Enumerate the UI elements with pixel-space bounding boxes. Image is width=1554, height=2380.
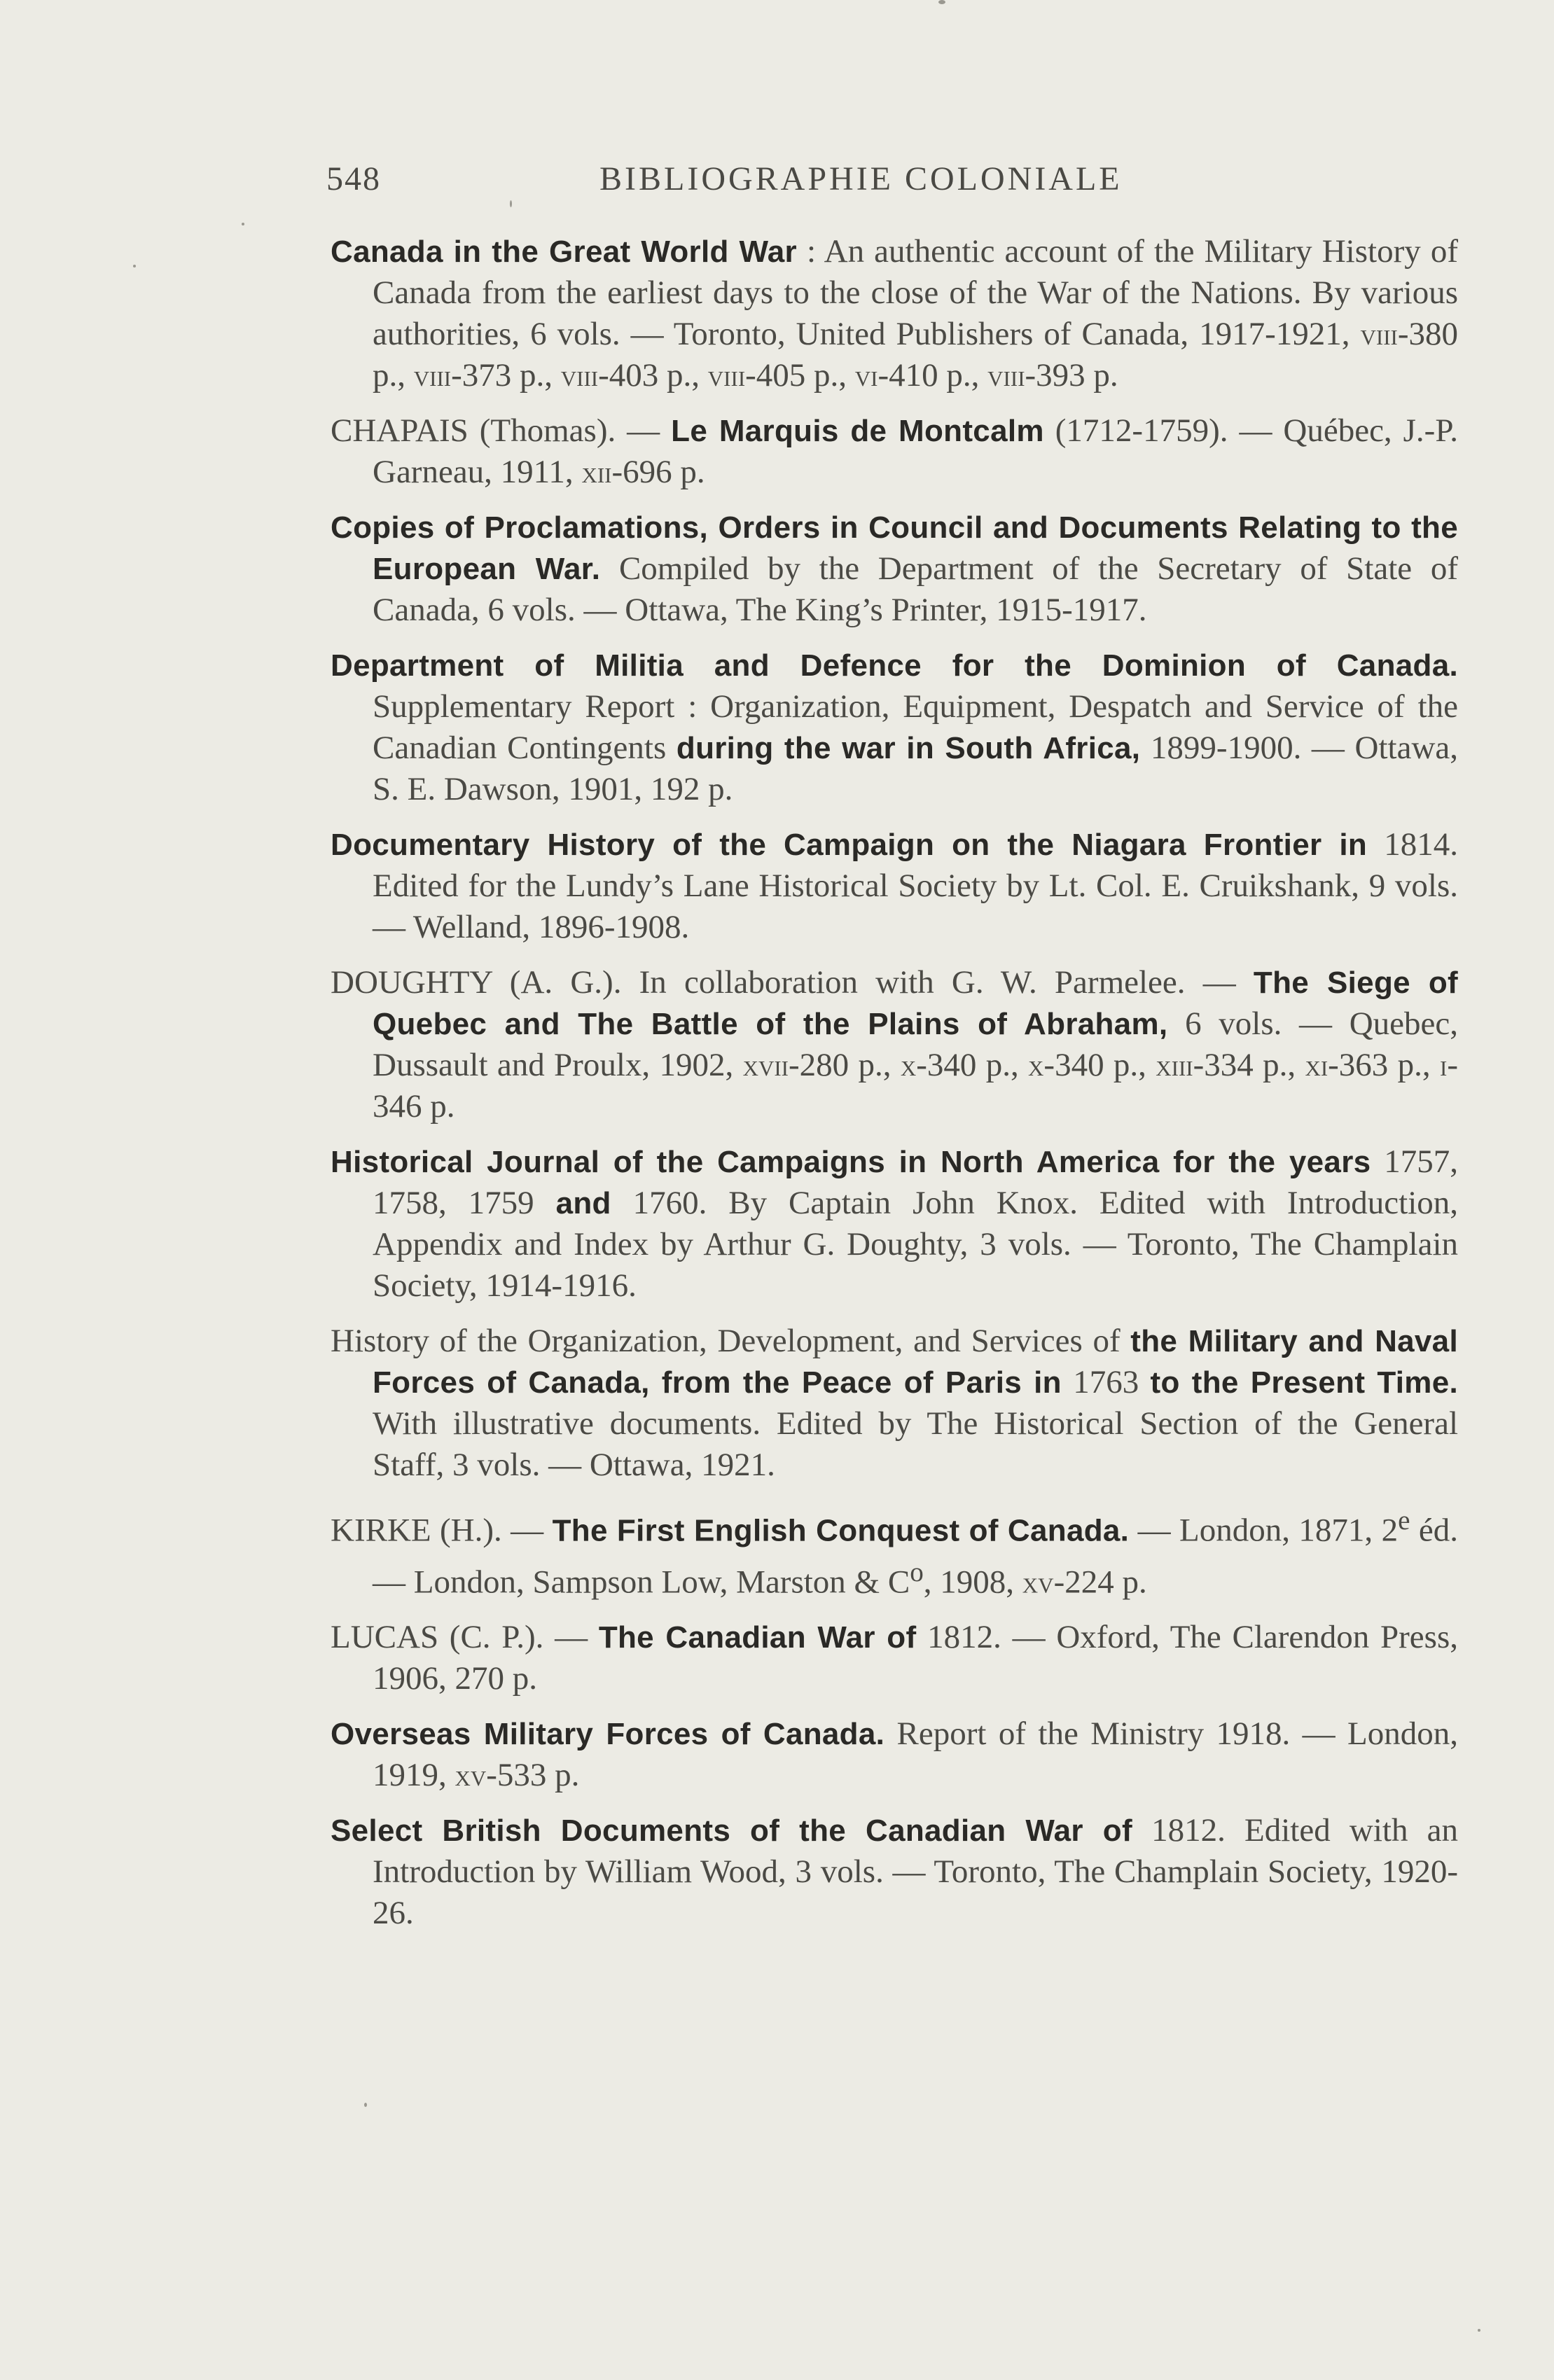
entry-author: KIRKE (H.). —	[331, 1512, 553, 1549]
page-number: 548	[326, 160, 381, 197]
page-header	[326, 160, 1167, 209]
bibliography-entry: Canada in the Great World War : An authentic account of the Military History of Canada from the earliest days to the close of the War of the Nations. By various authorities, 6 vols. — Toronto, United Publishers of Canada, 1917-1921, viii-380 p., viii-373 p., viii-403 p., viii-405 p., vi-410 p., viii-393 p.	[331, 233, 1458, 394]
entry-title: The First English Conquest of Canada.	[552, 1513, 1130, 1548]
entry-title: Canada in the Great World War	[331, 235, 797, 269]
entry-lead: History of the Organization, Development, and Services of	[331, 1323, 1131, 1359]
bibliography-entry: Documentary History of the Campaign on the Niagara Frontier in 1814. Edited for the Lundy’s Lane Historical Society by Lt. Col. E. Cruikshank, 9 vols. — Welland, 1896-1908.	[331, 826, 1458, 945]
entry-title: Department of Militia and Defence for the Dominion of Canada.	[331, 648, 1458, 683]
entry-title: Select British Documents of the Canadian War of	[331, 1814, 1132, 1849]
entry-title: The Siege of Quebec and The Battle of the Plains of Abraham,	[373, 966, 1459, 1041]
paper-speck	[938, 0, 945, 4]
bibliography-entry: Select British Documents of the Canadian War of 1812. Edited with an Introduction by William Wood, 3 vols. — Toronto, The Champlain Society, 1920-26.	[331, 1812, 1459, 1932]
paper-speck	[510, 200, 512, 207]
bibliography-entry: Historical Journal of the Campaigns in North America for the years 1757, 1758, 1759 and 1760. By Captain John Knox. Edited with Introduction, Appendix and Index by Arthur G. Doughty, 3 vols. — Toronto, The Champlain Society, 1914-1916.	[331, 1143, 1459, 1304]
entry-author: DOUGHTY (A. G.). In collaboration with G. W. Parmelee. —	[331, 964, 1254, 1001]
bibliography-entry: DOUGHTY (A. G.). In collaboration with G. W. Parmelee. — The Siege of Quebec and The Battle of the Plains of Abraham, 6 vols. — Quebec, Dussault and Proulx, 1902, xvii-280 p., x-340 p., x-340 p., xiii-334 p., xi-363 p., i-346 p.	[331, 964, 1459, 1125]
bibliography-entry: LUCAS (C. P.). — The Canadian War of 1812. — Oxford, The Clarendon Press, 1906, 270 p.	[331, 1619, 1458, 1697]
paper-speck	[364, 2103, 367, 2107]
bibliography-list	[331, 231, 1458, 1948]
bibliography-entry: Department of Militia and Defence for the Dominion of Canada. Supplementary Report : Organization, Equipment, Despatch and Service of the Canadian Contingents during the war in South Africa, 1899-1900. — Ottawa, S. E. Dawson, 1901, 192 p.	[331, 648, 1459, 807]
bibliography-entry: History of the Organization, Development, and Services of the Military and Naval Forces of Canada, from the Peace of Paris in 1763 to the Present Time. With illustrative documents. Edited by The Historical Section of the General Staff, 3 vols. — Ottawa, 1921.	[331, 1323, 1458, 1483]
entry-author: CHAPAIS (Thomas). —	[331, 412, 672, 449]
bibliography-entry: CHAPAIS (Thomas). — Le Marquis de Montcalm (1712-1759). — Québec, J.-P. Garneau, 1911, xii-696 p.	[331, 412, 1459, 490]
entry-author: LUCAS (C. P.). —	[331, 1619, 599, 1656]
entry-title: Documentary History of the Campaign on the Niagara Frontier in	[331, 828, 1368, 862]
running-title: BIBLIOGRAPHIE COLONIALE	[599, 160, 1123, 197]
paper-speck	[1478, 2329, 1480, 2332]
bibliography-entry: Copies of Proclamations, Orders in Council and Documents Relating to the European War. Compiled by the Department of the Secretary of State of Canada, 6 vols. — Ottawa, The King’s Printer, 1915-1917.	[331, 510, 1458, 628]
entry-title: the Military and Naval Forces of Canada, from the Peace of Paris in	[373, 1324, 1458, 1400]
entry-title: Overseas Military Forces of Canada.	[331, 1717, 885, 1752]
paper-speck	[133, 265, 136, 267]
bibliography-entry: KIRKE (H.). — The First English Conquest of Canada. — London, 1871, 2e éd. — London, Sampson Low, Marston & $C^o$, 1908, xv-224 p.	[331, 1505, 1458, 1601]
bibliography-entry: Overseas Military Forces of Canada. Report of the Ministry 1918. — London, 1919, xv-533 p.	[331, 1716, 1458, 1794]
entry-title: Copies of Proclamations, Orders in Council and Documents Relating to the European War.	[331, 510, 1458, 586]
entry-title: Le Marquis de Montcalm	[671, 414, 1044, 448]
paper-speck	[242, 223, 244, 225]
entry-title: Historical Journal of the Campaigns in North America for the years	[331, 1145, 1371, 1179]
entry-title: The Canadian War of	[598, 1620, 917, 1655]
